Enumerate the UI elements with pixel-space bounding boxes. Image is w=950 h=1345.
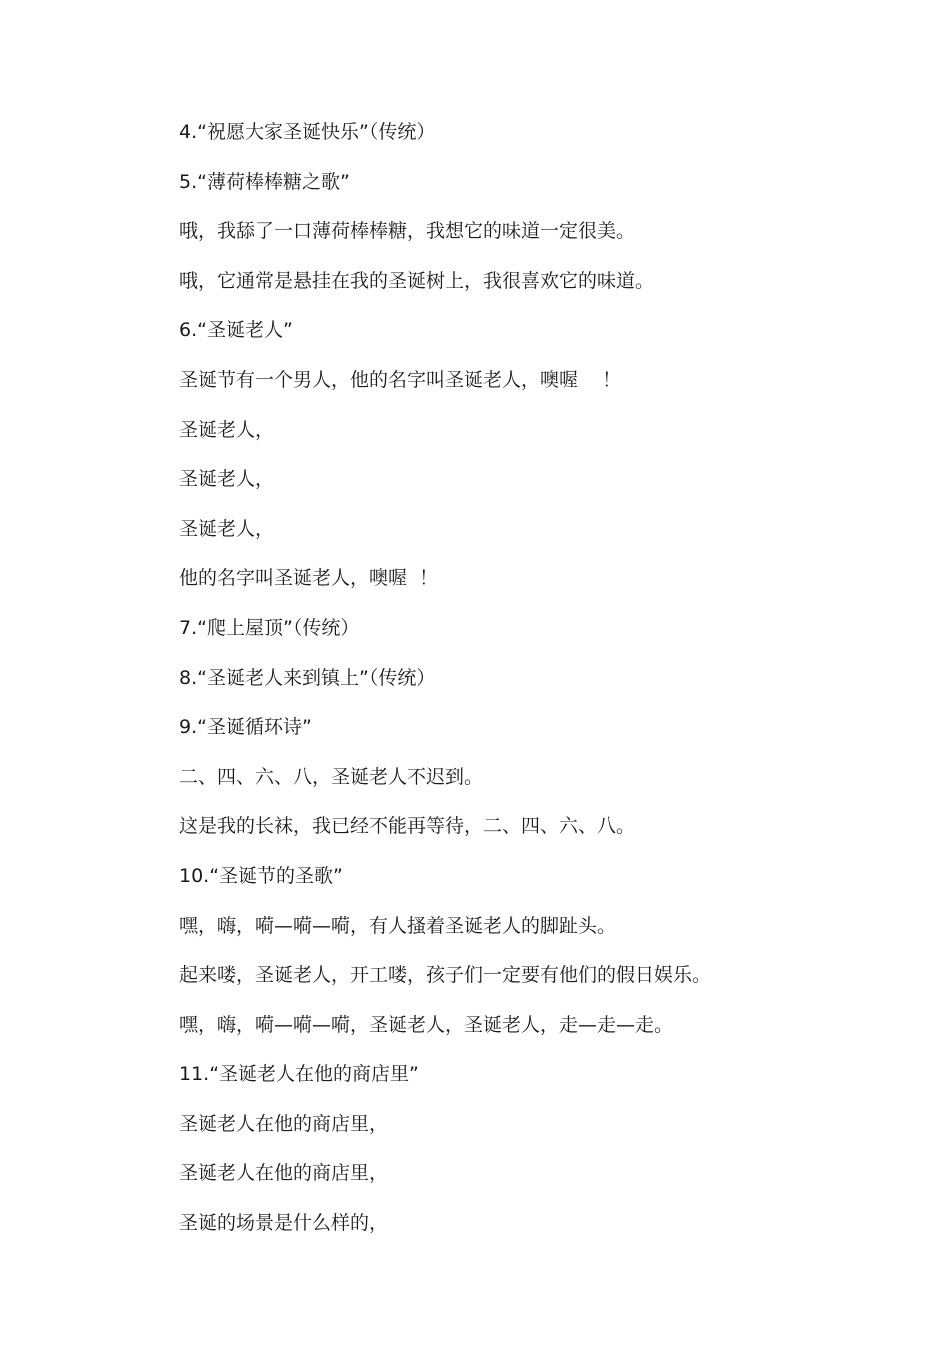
document-body (179, 114, 879, 1255)
song-title: 5.“薄荷棒棒糖之歌” (179, 170, 350, 193)
lyric-line: 圣诞老人在他的商店里， (179, 1162, 389, 1185)
lyric-line: 他的名字叫圣诞老人，噢喔 ！ (179, 567, 439, 590)
song-title: 10.“圣诞节的圣歌” (179, 864, 343, 887)
song-title: 11.“圣诞老人在他的商店里” (179, 1063, 419, 1086)
lyric-line: 圣诞老人， (179, 418, 275, 441)
lyric-line: 圣诞老人在他的商店里， (179, 1112, 389, 1135)
song-title: 8.“圣诞老人来到镇上”（传统） (179, 666, 436, 689)
lyric-line: 嘿，嗨，嗬—嗬—嗬，有人搔着圣诞老人的脚趾头。 (179, 914, 617, 937)
lyric-line: 圣诞节有一个男人，他的名字叫圣诞老人，噢喔 ！ (179, 368, 622, 391)
song-title: 7.“爬上屋顶”（传统） (179, 616, 360, 639)
song-title: 4.“祝愿大家圣诞快乐”（传统） (179, 121, 436, 143)
song-title: 6.“圣诞老人” (179, 319, 293, 342)
lyric-line: 二、四、六、八，圣诞老人不迟到。 (179, 765, 484, 788)
lyric-line: 哦，我舔了一口薄荷棒棒糖，我想它的味道一定很美。 (179, 220, 636, 243)
lyric-line: 哦，它通常是悬挂在我的圣诞树上，我很喜欢它的味道。 (179, 269, 655, 292)
lyric-line: 这是我的长袜，我已经不能再等待，二、四、六、八。 (179, 815, 636, 838)
lyric-line: 圣诞老人， (179, 468, 275, 491)
lyric-line: 圣诞的场景是什么样的， (179, 1212, 389, 1235)
lyric-line: 起来喽，圣诞老人，开工喽，孩子们一定要有他们的假日娱乐。 (179, 964, 712, 987)
song-title: 9.“圣诞循环诗” (179, 716, 312, 739)
lyric-line: 圣诞老人， (179, 517, 275, 540)
lyric-line: 嘿，嗨，嗬—嗬—嗬，圣诞老人，圣诞老人，走—走—走。 (179, 1013, 674, 1036)
